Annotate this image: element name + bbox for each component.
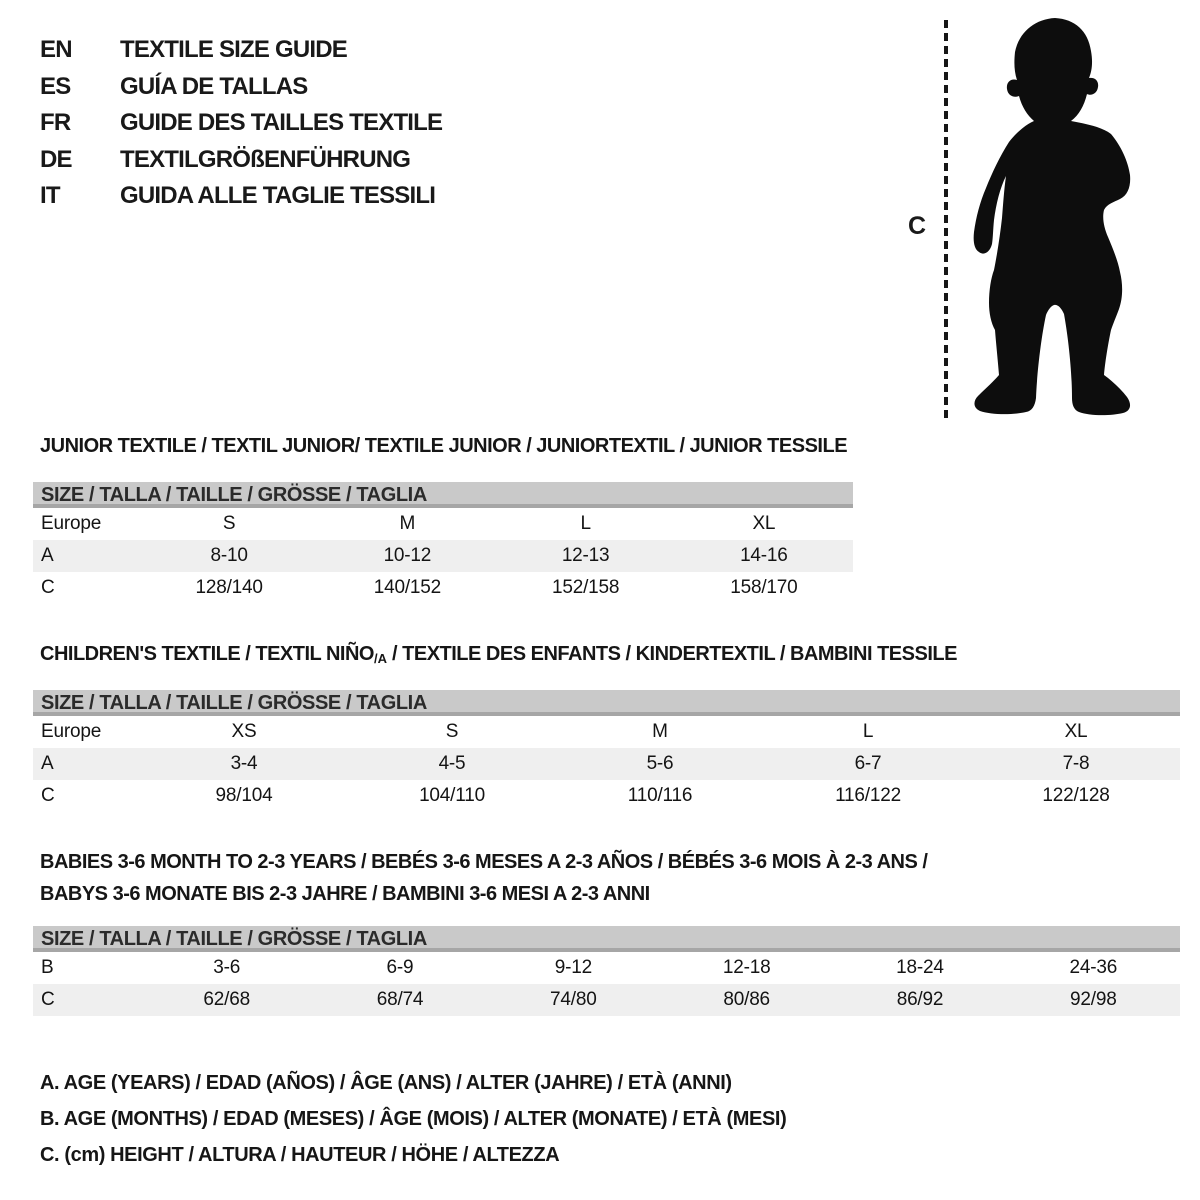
value-cell: 14-16 [740,545,788,566]
footnote-age-years: A. AGE (YEARS) / EDAD (AÑOS) / ÂGE (ANS) / ALTER (JAHRE) / ETÀ (ANNI) [40,1072,732,1094]
section-title-children [40,643,957,666]
children-table-body [33,716,1180,812]
table-row [33,540,853,572]
value-cell: 12-13 [561,545,610,566]
junior-size-table [33,482,853,604]
table-row [33,952,1180,984]
value-cell: 92/98 [1070,989,1117,1010]
row-label-cell: A [41,545,54,566]
value-cell: XS [231,721,257,742]
value-cell: 18-24 [896,957,944,978]
row-label-cell: Europe [41,721,102,742]
children-title-part: / TEXTILE DES ENFANTS / KINDERTEXTIL / BAMBINI TESSILE [386,643,957,665]
children-size-table [33,690,1180,812]
toddler-silhouette-icon [971,18,1133,418]
value-cell: S [445,721,459,742]
language-row-de [40,146,410,176]
value-cell: 74/80 [550,989,597,1010]
value-cell: 3-6 [213,957,241,978]
value-cell: 128/140 [195,577,263,598]
value-cell: 122/128 [1042,785,1110,806]
height-measure-label: C [908,212,927,240]
value-cell: L [580,513,591,534]
language-code: FR [40,109,71,136]
value-cell: 6-7 [854,753,882,774]
value-cell: M [399,513,416,534]
language-row-fr [40,109,442,139]
babies-table-body [33,952,1180,1016]
value-cell: XL [1064,721,1088,742]
value-cell: 116/122 [835,785,901,806]
row-label-cell: C [41,785,55,806]
value-cell: 80/86 [723,989,770,1010]
value-cell: 158/170 [730,577,798,598]
footnote-height-cm: C. (cm) HEIGHT / ALTURA / HAUTEUR / HÖHE / ALTEZZA [40,1144,560,1166]
value-cell: 12-18 [722,957,771,978]
value-cell: XL [752,513,776,534]
size-header-bar: SIZE / TALLA / TAILLE / GRÖSSE / TAGLIA [33,482,853,508]
language-title: TEXTILE SIZE GUIDE [120,36,347,63]
column-header-row [33,508,853,540]
table-row [33,748,1180,780]
row-label-cell: B [41,957,54,978]
value-cell: 104/110 [419,785,485,806]
language-code: IT [40,182,60,209]
value-cell: 24-36 [1069,957,1118,978]
value-cell: 10-12 [383,545,432,566]
value-cell: S [222,513,236,534]
language-code: DE [40,146,72,173]
table-row [33,780,1180,812]
value-cell: 6-9 [386,957,414,978]
value-cell: 8-10 [210,545,248,566]
section-title-babies-line2: BABYS 3-6 MONATE BIS 2-3 JAHRE / BAMBINI 3-6 MESI A 2-3 ANNI [40,883,650,905]
value-cell: 5-6 [646,753,674,774]
value-cell: L [862,721,874,742]
value-cell: 7-8 [1062,753,1090,774]
value-cell: 152/158 [551,577,620,598]
row-label-cell: A [41,753,54,774]
value-cell: 98/104 [215,785,273,806]
language-title: GUIDE DES TAILLES TEXTILE [120,109,443,136]
children-title-part: CHILDREN'S TEXTILE / TEXTIL NIÑO [40,643,374,665]
section-title-junior: JUNIOR TEXTILE / TEXTIL JUNIOR/ TEXTILE JUNIOR / JUNIORTEXTIL / JUNIOR TESSILE [40,435,848,457]
babies-size-table [33,926,1180,1016]
language-row-en [40,36,347,66]
section-title-babies-line1: BABIES 3-6 MONTH TO 2-3 YEARS / BEBÉS 3-6 MESES A 2-3 AÑOS / BÉBÉS 3-6 MOIS À 2-3 ANS / [40,851,928,873]
row-label-cell: C [41,577,55,598]
language-title: GUÍA DE TALLAS [120,73,308,100]
value-cell: M [652,721,668,742]
language-row-es [40,73,307,103]
column-header-row [33,716,1180,748]
value-cell: 140/152 [373,577,442,598]
footnote-age-months: B. AGE (MONTHS) / EDAD (MESES) / ÂGE (MOIS) / ALTER (MONATE) / ETÀ (MESI) [40,1108,787,1130]
table-row [33,572,853,604]
value-cell: 86/92 [896,989,944,1010]
row-label-cell: C [41,989,55,1010]
value-cell: 62/68 [203,989,250,1010]
language-title: TEXTILGRÖßENFÜHRUNG [120,146,411,173]
language-title: GUIDA ALLE TAGLIE TESSILI [120,182,436,209]
children-title-subscript: /A [373,651,387,666]
size-header-bar: SIZE / TALLA / TAILLE / GRÖSSE / TAGLIA [33,690,1180,716]
value-cell: 3-4 [230,753,258,774]
value-cell: 4-5 [438,753,466,774]
row-label-cell: Europe [41,513,102,534]
value-cell: 9-12 [554,957,592,978]
language-row-it [40,182,435,212]
size-header-bar: SIZE / TALLA / TAILLE / GRÖSSE / TAGLIA [33,926,1180,952]
language-code: ES [40,73,71,100]
height-measure-dashed-line [944,20,948,418]
value-cell: 68/74 [376,989,424,1010]
value-cell: 110/116 [627,785,693,806]
junior-table-body [33,508,853,604]
language-code: EN [40,36,72,63]
table-row [33,984,1180,1016]
